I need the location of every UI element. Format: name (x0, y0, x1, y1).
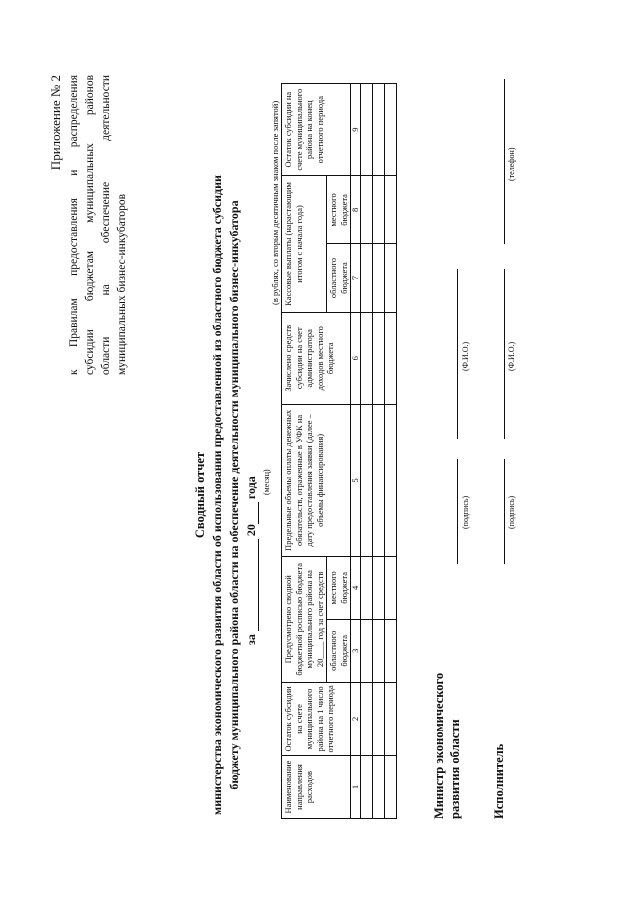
table-row (373, 84, 385, 819)
minister-sign-line (456, 459, 458, 564)
header-text: на 20 (304, 570, 325, 668)
column-number: 9 (351, 84, 361, 176)
header-cell: областного бюджета (327, 244, 351, 312)
period-year-prefix: 20 (244, 524, 258, 537)
title-line: министерства экономического развития области об использовании предоставленной из областного бюджета субсидии (210, 175, 224, 815)
phone-caption: (телефон) (507, 147, 516, 181)
table-cell (361, 756, 373, 819)
header-cell: Кассовые выплаты (нарастающим итогом с начала года) (282, 176, 327, 312)
header-text: год за счет средств (314, 571, 325, 640)
header-cell: Зачислено средств субсидии на счет администратора доходов местного бюджета (282, 312, 351, 404)
sign-caption: (подпись) (507, 495, 516, 529)
table-cell (373, 176, 385, 244)
column-number: 1 (351, 756, 361, 819)
units-note: (в рублях, со вторым десятичным знаком после запятой) (270, 100, 280, 305)
table-cell (361, 404, 373, 556)
report-table (281, 83, 397, 819)
table-cell (361, 682, 373, 755)
column-number: 6 (351, 312, 361, 404)
signature-block (423, 79, 543, 819)
header-text: Предусмотрено сводной бюджетной росписью бюджета муниципального района (283, 562, 314, 676)
period-year-suffix: года (244, 476, 258, 500)
column-number: 4 (351, 556, 361, 619)
header-cell: местного бюджета (327, 556, 351, 619)
table-cell (373, 244, 385, 312)
table-cell (373, 756, 385, 819)
column-number: 7 (351, 244, 361, 312)
header-cell: Остаток субсидии на счете муниципального района на конец отчетного периода (282, 84, 351, 176)
executor-title: Исполнитель (492, 743, 506, 819)
name-caption: (Ф.И.О.) (461, 341, 470, 371)
month-blank (246, 539, 259, 631)
minister-line: развития области (448, 719, 462, 819)
period-line (244, 345, 259, 645)
minister-title (431, 673, 463, 819)
executor-name-line (503, 269, 505, 439)
year-blank (246, 502, 259, 524)
header-cell: Предельные объемы оплаты денежных обязательств, отраженные в УФК на дату предоставления заявки (далее – объемы финансирования) (282, 404, 351, 556)
table-cell (361, 84, 373, 176)
table-cell (385, 556, 397, 619)
minister-line: Министр экономического (432, 672, 446, 819)
header-cell: Остаток субсидии на счете муниципального района на 1 число отчетного периода (282, 682, 351, 755)
table-cell (373, 619, 385, 682)
sign-caption: (подпись) (461, 495, 470, 529)
table-cell (385, 84, 397, 176)
column-number: 3 (351, 619, 361, 682)
table-cell (385, 619, 397, 682)
table-cell (373, 682, 385, 755)
column-number: 5 (351, 404, 361, 556)
header-row (282, 84, 327, 819)
table-cell (385, 312, 397, 404)
appendix-line: к Правилам предоставления и распределения (68, 75, 80, 375)
report-title (192, 175, 243, 815)
table-cell (385, 176, 397, 244)
table-cell (373, 84, 385, 176)
table-cell (385, 756, 397, 819)
table-cell (373, 404, 385, 556)
table-cell (385, 404, 397, 556)
name-caption: (Ф.И.О.) (507, 341, 516, 371)
appendix-line: субсидии бюджетам муниципальных районов (84, 75, 96, 375)
table-row (361, 84, 373, 819)
table-cell (361, 619, 373, 682)
header-cell: местного бюджета (327, 176, 351, 244)
executor-phone-line (503, 79, 505, 244)
appendix-head: Приложение № 2 (48, 75, 63, 171)
table-cell (361, 244, 373, 312)
month-caption: (месяц) (262, 469, 271, 495)
title-line: бюджету муниципального района области на обеспечение деятельности муниципального бизнес-инкубатора (227, 200, 241, 790)
appendix-line: муниципальных бизнес-инкубаторов (116, 193, 128, 375)
appendix-block (48, 75, 130, 375)
period-for: за (244, 634, 258, 645)
table-cell (361, 556, 373, 619)
appendix-line: области на обеспечение деятельности (100, 75, 112, 375)
header-cell: Наименование направления расходов (282, 756, 351, 819)
header-cell: Предусмотрено сводной бюджетной росписью бюджета муниципального района на 20____ год за счет средств (282, 556, 327, 682)
table-cell (385, 244, 397, 312)
title-line: Сводный отчет (193, 451, 207, 539)
table-cell (361, 312, 373, 404)
table-cell (373, 312, 385, 404)
table-row (385, 84, 397, 819)
table-cell (361, 176, 373, 244)
executor-sign-line (503, 459, 505, 564)
column-number: 8 (351, 176, 361, 244)
table-cell (385, 682, 397, 755)
column-number: 2 (351, 682, 361, 755)
header-cell: областного бюджета (327, 619, 351, 682)
minister-name-line (456, 269, 458, 439)
column-number-row (351, 84, 361, 819)
table-cell (373, 556, 385, 619)
